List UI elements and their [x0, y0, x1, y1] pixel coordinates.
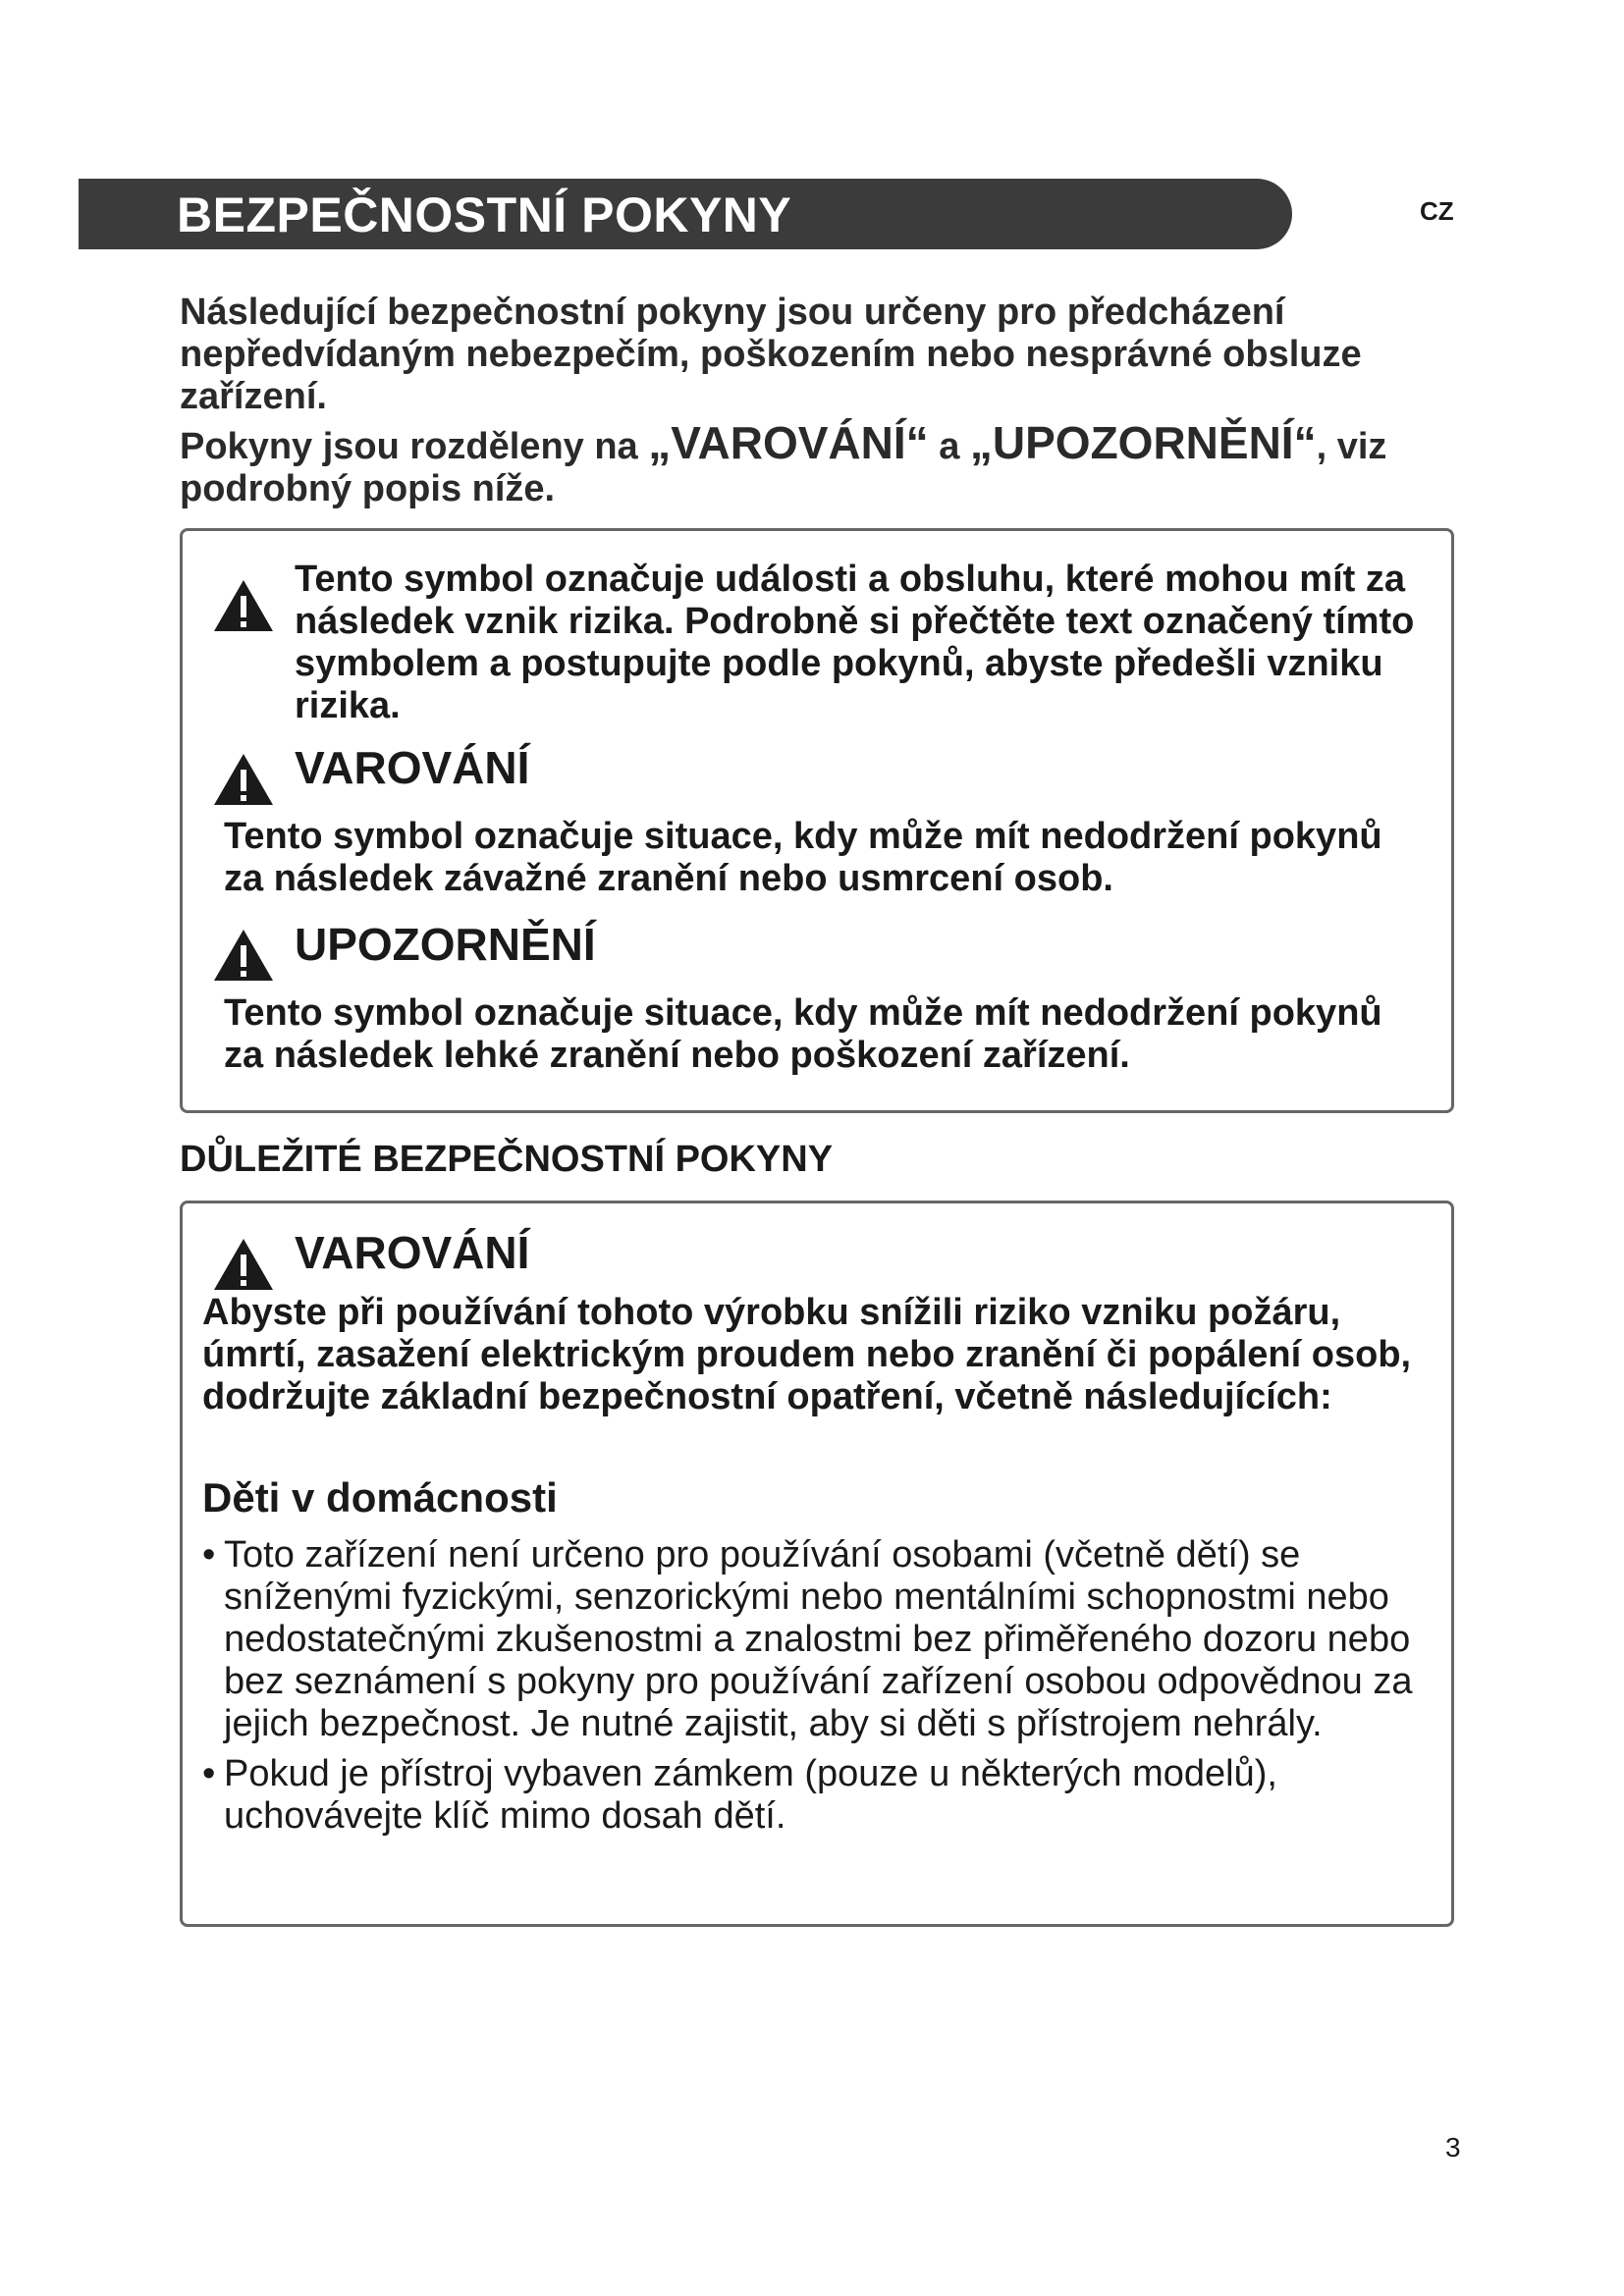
intro	[180, 292, 1456, 510]
list-item-text: Pokud je přístroj vybaven zámkem (pouze u některých modelů), uchovávejte klíč mimo dosah dětí.	[224, 1753, 1277, 1837]
subheading-children: Děti v domácnosti	[202, 1474, 558, 1521]
title-bar	[79, 179, 1292, 249]
warning-triangle-icon	[212, 928, 275, 983]
warning-triangle-icon	[212, 1237, 275, 1292]
legend-box	[180, 528, 1454, 1113]
section-title: DŮLEŽITÉ BEZPEČNOSTNÍ POKYNY	[180, 1139, 834, 1180]
list-item	[202, 1753, 1430, 1838]
caution-description: Tento symbol označuje situace, kdy může mít nedodržení pokynů za následek lehké zranění nebo poškození zařízení.	[224, 992, 1382, 1076]
warning-description: Tento symbol označuje situace, kdy může mít nedodržení pokynů za následek závažné zranění nebo usmrcení osob.	[224, 816, 1382, 899]
important-warning-box	[180, 1201, 1454, 1927]
warning-heading: VAROVÁNÍ	[295, 1227, 530, 1278]
list-item-text: Toto zařízení není určeno pro používání osobami (včetně dětí) se sníženými fyzickými, senzorickými nebo mentálními schopnostmi nebo nedostatečnými zkušenostmi a znalostmi bez přiměřeného dozoru nebo bez seznámení s pokyny pro používání zařízení osobou odpovědnou za jejich bezpečnost. Je nutné zajistit, aby si děti s přístrojem nehrály.	[224, 1534, 1413, 1744]
intro-warning-term: „VAROVÁNÍ“	[648, 417, 929, 468]
page-number: 3	[1445, 2132, 1461, 2163]
bullet-list	[202, 1534, 1430, 1845]
warning-triangle-icon	[212, 752, 275, 807]
warning-intro: Abyste při používání tohoto výrobku snížili riziko vzniku požáru, úmrtí, zasažení elektrickým proudem nebo zranění či popálení osob, dodržujte základní bezpečnostní opatření, včetně následujících:	[202, 1292, 1412, 1417]
language-code: CZ	[1420, 196, 1454, 226]
intro-caution-term: „UPOZORNĚNÍ“	[969, 417, 1317, 468]
caution-heading: UPOZORNĚNÍ	[295, 919, 596, 970]
page-title: BEZPEČNOSTNÍ POKYNY	[177, 187, 792, 242]
symbol-description: Tento symbol označuje události a obsluhu, které mohou mít za následek vznik rizika. Podrobně si přečtěte text označený tímto symbolem a postupujte podle pokynů, abyste předešli vzniku rizika.	[295, 559, 1415, 726]
intro-paragraph-1: Následující bezpečnostní pokyny jsou určeny pro předcházení nepředvídaným nebezpečím, poškozením nebo nesprávné obsluze zařízení.	[180, 292, 1362, 417]
intro-text-start: Pokyny jsou rozděleny na	[180, 426, 649, 467]
intro-paragraph-2	[180, 417, 1456, 510]
bullet-marker: •	[202, 1534, 216, 1575]
bullet-marker: •	[202, 1753, 216, 1794]
intro-text-end: , viz podrobný popis níže.	[180, 426, 1387, 509]
warning-triangle-icon	[212, 578, 275, 633]
warning-heading: VAROVÁNÍ	[295, 742, 530, 793]
list-item	[202, 1534, 1430, 1745]
intro-text-and: a	[928, 426, 970, 467]
